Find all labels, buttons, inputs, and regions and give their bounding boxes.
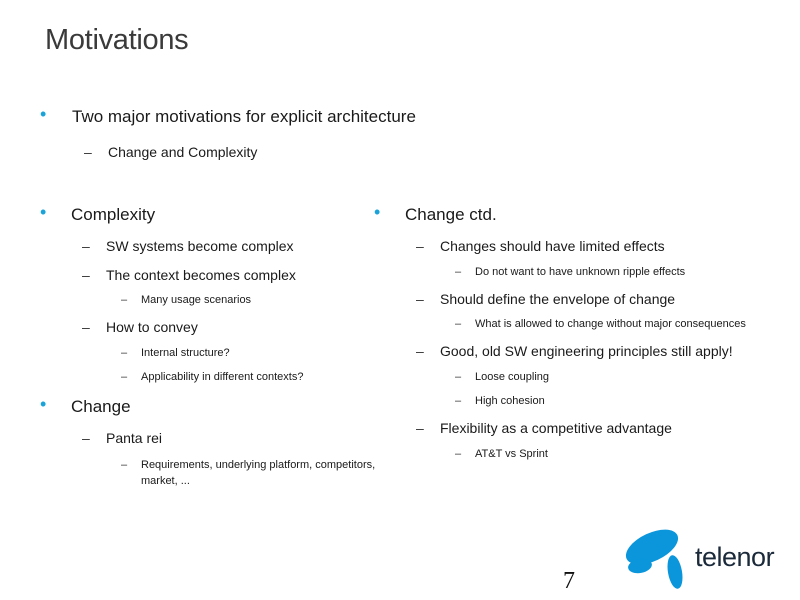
list-item: How to convey: [106, 319, 198, 335]
list-item: Applicability in different contexts?: [141, 371, 304, 383]
dash-icon: –: [455, 448, 462, 460]
list-item: Requirements, underlying platform, competitors, market, ...: [141, 459, 376, 487]
dash-icon: –: [82, 319, 90, 335]
dash-icon: –: [121, 294, 128, 306]
list-item: Internal structure?: [141, 347, 230, 359]
dash-icon: –: [416, 291, 424, 307]
intro-bullet: Two major motivations for explicit architecture: [72, 107, 416, 126]
list-item: Panta rei: [106, 430, 163, 446]
list-item: Loose coupling: [475, 371, 550, 383]
telenor-logo: [620, 524, 800, 594]
list-item: High cohesion: [475, 395, 545, 407]
bullet-icon: •: [40, 202, 47, 222]
list-item: Should define the envelope of change: [440, 291, 676, 307]
list-item: Flexibility as a competitive advantage: [440, 420, 672, 436]
list-item: AT&T vs Sprint: [475, 448, 548, 460]
bullet-icon: •: [374, 202, 381, 222]
bullet-icon: •: [40, 104, 47, 124]
list-item: Many usage scenarios: [141, 294, 252, 306]
intro-sub: Change and Complexity: [108, 144, 258, 160]
telenor-propeller-icon: [620, 524, 700, 594]
dash-icon: –: [121, 347, 128, 359]
list-item: Good, old SW engineering principles still apply!: [440, 343, 733, 359]
page-number: 7: [563, 568, 575, 594]
change-heading: Change: [71, 397, 131, 416]
dash-icon: –: [84, 144, 92, 160]
change-ctd-heading: Change ctd.: [405, 205, 497, 224]
dash-icon: –: [416, 420, 424, 436]
dash-icon: –: [82, 430, 90, 446]
list-item: What is allowed to change without major consequences: [475, 318, 746, 330]
slide-title: Motivations: [45, 24, 189, 56]
dash-icon: –: [416, 343, 424, 359]
dash-icon: –: [121, 371, 128, 383]
list-item: The context becomes complex: [106, 267, 296, 283]
dash-icon: –: [455, 371, 462, 383]
dash-icon: –: [416, 238, 424, 254]
list-item: Do not want to have unknown ripple effects: [475, 266, 686, 278]
dash-icon: –: [82, 238, 90, 254]
list-item: Changes should have limited effects: [440, 238, 665, 254]
bullet-icon: •: [40, 394, 47, 414]
dash-icon: –: [455, 266, 462, 278]
complexity-heading: Complexity: [71, 205, 156, 224]
dash-icon: –: [121, 459, 128, 471]
list-item: SW systems become complex: [106, 238, 294, 254]
dash-icon: –: [455, 395, 462, 407]
dash-icon: –: [455, 318, 462, 330]
dash-icon: –: [82, 267, 90, 283]
logo-text: telenor: [695, 542, 775, 572]
